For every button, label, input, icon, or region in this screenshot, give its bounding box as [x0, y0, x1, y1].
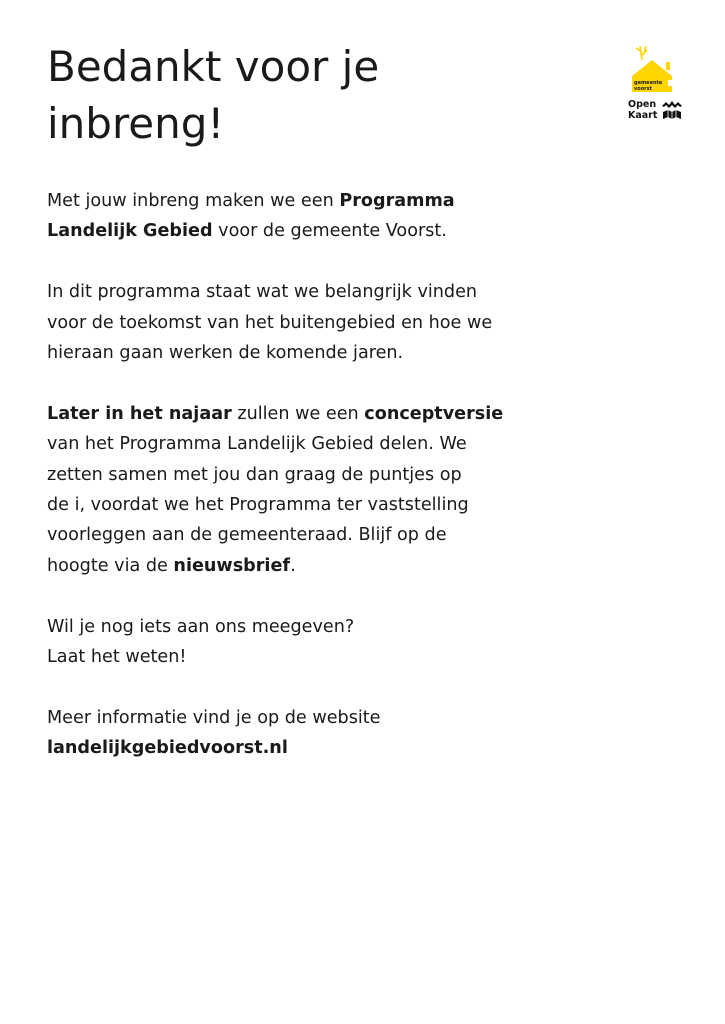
text-line: [47, 733, 567, 763]
text-segment: hoogte via de: [47, 555, 174, 576]
text-line: [47, 186, 567, 216]
newsletter-link[interactable]: nieuwsbrief: [173, 555, 291, 576]
emphasis-later-najaar: Later in het najaar: [47, 403, 232, 424]
text-line: [47, 551, 567, 581]
website-link[interactable]: landelijkgebiedvoorst.nl: [47, 738, 288, 759]
text-line: voorleggen aan de gemeenteraad. Blijf op de: [47, 525, 447, 546]
text-line: Wil je nog iets aan ons meegeven?: [47, 616, 355, 637]
gemeente-logo-line-1: gemeente: [634, 80, 663, 86]
text-line: Laat het weten!: [47, 647, 187, 668]
text-line: Meer informatie vind je op de website: [47, 707, 381, 728]
body-text: [47, 186, 567, 794]
text-segment: zullen we een: [231, 403, 365, 424]
open-kaart-line-1: Open: [628, 99, 657, 110]
emphasis-landelijk-gebied: Landelijk Gebied: [47, 221, 213, 242]
text-line: van het Programma Landelijk Gebied delen. We: [47, 434, 467, 455]
paragraph-later: [47, 399, 567, 581]
text-segment: .: [290, 555, 296, 576]
text-line: In dit programma staat wat we belangrijk vinden: [47, 282, 478, 303]
text-line: de i, voordat we het Programma ter vaststelling: [47, 495, 469, 516]
emphasis-programma: Programma: [339, 191, 455, 211]
text-segment: voor de gemeente Voorst.: [212, 221, 447, 242]
title-line-2: inbreng!: [47, 99, 225, 148]
map-crowd-icon: [660, 100, 684, 122]
paragraph-website: [47, 703, 567, 764]
text-line: [47, 399, 567, 429]
emphasis-conceptversie: conceptversie: [364, 403, 504, 424]
text-line: hieraan gaan werken de komende jaren.: [47, 343, 404, 364]
text-line: [47, 216, 567, 246]
open-kaart-logo: [628, 100, 684, 124]
open-kaart-text: [628, 100, 657, 121]
page-title: [47, 38, 467, 152]
title-line-1: Bedankt voor je: [47, 42, 380, 91]
paragraph-program: [47, 277, 567, 368]
paragraph-feedback: [47, 612, 567, 673]
text-segment: Met jouw inbreng maken we een: [47, 191, 340, 211]
gemeente-logo-text: [634, 81, 662, 92]
paragraph-intro: [47, 186, 567, 247]
text-line: zetten samen met jou dan graag de puntjes op: [47, 464, 462, 485]
text-line: voor de toekomst van het buitengebied en hoe we: [47, 312, 493, 333]
gemeente-logo-line-2: voorst: [634, 85, 652, 92]
open-kaart-line-2: Kaart: [628, 109, 658, 121]
